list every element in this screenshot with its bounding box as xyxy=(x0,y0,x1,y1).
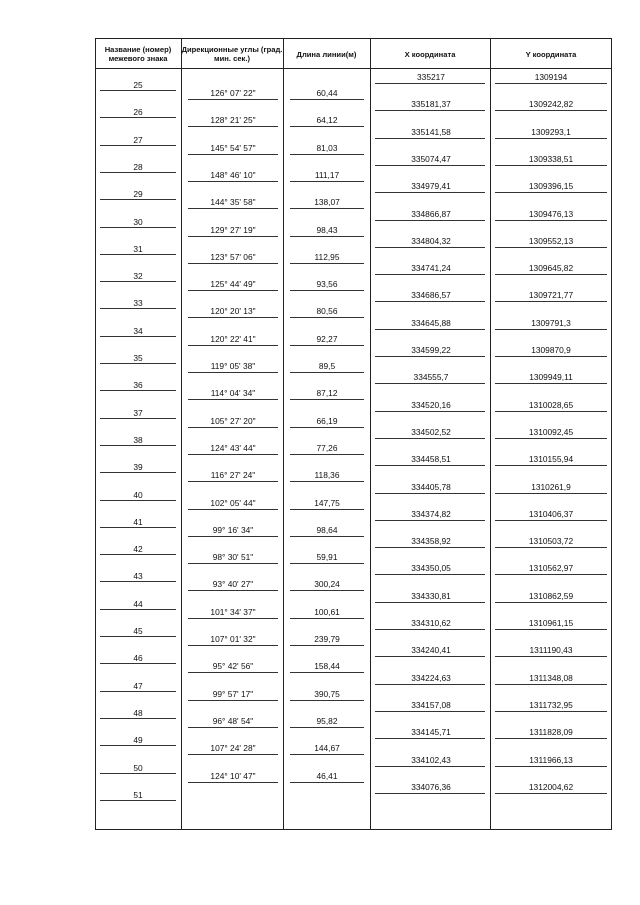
point-name: 37 xyxy=(133,407,143,418)
row-rule xyxy=(290,727,364,728)
row-rule xyxy=(188,454,278,455)
direction-angle: 116° 27' 24" xyxy=(210,470,256,481)
point-name: 26 xyxy=(133,107,143,118)
row-rule xyxy=(290,481,364,482)
point-name: 41 xyxy=(133,516,143,527)
y-coordinate: 1310155,94 xyxy=(528,454,574,465)
header-angle: Дирекционные углы (град. мин. сек.) xyxy=(181,45,283,63)
x-coordinate: 334350,05 xyxy=(411,563,451,574)
row-rule xyxy=(495,465,607,466)
row-rule xyxy=(100,445,176,446)
y-coordinate: 1310503,72 xyxy=(528,536,574,547)
x-coordinate: 335074,47 xyxy=(411,153,451,164)
line-length: 158,44 xyxy=(314,661,340,672)
point-name: 40 xyxy=(133,489,143,500)
point-name: 29 xyxy=(133,189,143,200)
direction-angle: 145° 54' 57" xyxy=(210,142,256,153)
row-rule xyxy=(290,509,364,510)
header-x: X координата xyxy=(404,49,456,59)
point-name: 51 xyxy=(133,789,143,800)
x-coordinate: 334102,43 xyxy=(411,754,451,765)
x-coordinate: 334804,32 xyxy=(411,235,451,246)
row-rule xyxy=(495,684,607,685)
row-rule xyxy=(495,656,607,657)
row-rule xyxy=(290,645,364,646)
row-rule xyxy=(375,793,485,794)
row-rule xyxy=(100,145,176,146)
row-rule xyxy=(375,465,485,466)
direction-angle: 105° 27' 20" xyxy=(210,415,256,426)
point-name: 25 xyxy=(133,80,143,90)
row-rule xyxy=(100,663,176,664)
x-coordinate: 334157,08 xyxy=(411,699,451,710)
line-length: 147,75 xyxy=(314,497,340,508)
row-rule xyxy=(495,766,607,767)
line-length: 112,95 xyxy=(314,251,340,262)
row-rule xyxy=(188,645,278,646)
line-length: 59,91 xyxy=(316,552,338,563)
y-coordinate: 1310028,65 xyxy=(528,399,574,410)
row-rule xyxy=(100,281,176,282)
y-coordinate: 1311190,43 xyxy=(529,645,573,656)
row-rule xyxy=(100,390,176,391)
row-rule xyxy=(188,481,278,482)
row-rule xyxy=(188,754,278,755)
direction-angle: 99° 16' 34" xyxy=(212,524,254,535)
direction-angle: 107° 01' 32" xyxy=(210,634,256,644)
row-rule xyxy=(290,372,364,373)
row-rule xyxy=(495,520,607,521)
x-coordinate: 334741,24 xyxy=(411,263,451,274)
row-rule xyxy=(290,236,364,237)
header-name: Название (номер) межевого знака xyxy=(104,45,172,63)
row-rule xyxy=(290,290,364,291)
line-length: 300,24 xyxy=(314,579,340,590)
direction-angle: 144° 35' 58" xyxy=(210,197,256,208)
row-rule xyxy=(188,99,278,100)
x-coordinate: 334555,7 xyxy=(413,372,449,383)
y-coordinate: 1309791,3 xyxy=(531,317,571,328)
row-rule xyxy=(188,727,278,728)
row-rule xyxy=(188,399,278,400)
row-rule xyxy=(188,317,278,318)
row-rule xyxy=(100,718,176,719)
row-rule xyxy=(188,618,278,619)
x-coordinate: 334866,87 xyxy=(411,208,451,219)
row-rule xyxy=(100,800,176,801)
row-rule xyxy=(375,138,485,139)
x-coordinate: 334405,78 xyxy=(411,481,451,492)
point-name: 45 xyxy=(133,626,143,636)
row-rule xyxy=(290,399,364,400)
point-name: 42 xyxy=(133,544,143,555)
point-name: 44 xyxy=(133,598,143,609)
row-rule xyxy=(188,236,278,237)
row-rule xyxy=(100,199,176,200)
y-coordinate: 1309949,11 xyxy=(529,372,573,383)
row-rule xyxy=(188,263,278,264)
column-divider xyxy=(370,38,371,830)
row-rule xyxy=(188,181,278,182)
row-rule xyxy=(375,220,485,221)
line-length: 144,67 xyxy=(314,743,340,754)
row-rule xyxy=(375,83,485,84)
row-rule xyxy=(290,536,364,537)
line-length: 239,79 xyxy=(314,634,340,644)
y-coordinate: 1312004,62 xyxy=(528,781,574,792)
line-length: 80,56 xyxy=(316,306,338,317)
direction-angle: 98° 30' 51" xyxy=(212,552,254,563)
row-rule xyxy=(100,363,176,364)
row-rule xyxy=(495,383,607,384)
line-length: 81,03 xyxy=(316,142,338,153)
row-rule xyxy=(290,427,364,428)
x-coordinate: 334502,52 xyxy=(411,426,451,437)
row-rule xyxy=(375,656,485,657)
line-length: 93,56 xyxy=(316,279,338,290)
row-rule xyxy=(100,581,176,582)
line-length: 98,43 xyxy=(316,224,338,235)
point-name: 47 xyxy=(133,680,143,691)
header-divider xyxy=(95,68,612,69)
row-rule xyxy=(375,356,485,357)
x-coordinate: 335181,37 xyxy=(411,99,451,110)
row-rule xyxy=(495,629,607,630)
x-coordinate: 334330,81 xyxy=(411,590,451,601)
x-coordinate: 334374,82 xyxy=(411,508,451,519)
direction-angle: 128° 21' 25" xyxy=(210,115,256,126)
point-name: 35 xyxy=(133,353,143,363)
direction-angle: 124° 10' 47" xyxy=(210,770,256,781)
row-rule xyxy=(495,793,607,794)
row-rule xyxy=(495,220,607,221)
x-coordinate: 334686,57 xyxy=(411,290,451,301)
header-length: Длина линии(м) xyxy=(296,49,357,59)
line-length: 64,12 xyxy=(316,115,338,126)
row-rule xyxy=(290,181,364,182)
y-coordinate: 1310562,97 xyxy=(528,563,574,574)
line-length: 89,5 xyxy=(318,361,336,371)
line-length: 95,82 xyxy=(316,715,338,726)
row-rule xyxy=(188,372,278,373)
x-coordinate: 334458,51 xyxy=(411,454,451,465)
direction-angle: 120° 20' 13" xyxy=(210,306,256,317)
row-rule xyxy=(375,738,485,739)
y-coordinate: 1311732,95 xyxy=(529,699,573,710)
row-rule xyxy=(188,509,278,510)
y-coordinate: 1311348,08 xyxy=(529,672,573,683)
row-rule xyxy=(495,711,607,712)
row-rule xyxy=(100,609,176,610)
x-coordinate: 334599,22 xyxy=(411,345,451,355)
direction-angle: 125° 44' 49" xyxy=(210,279,256,290)
row-rule xyxy=(100,554,176,555)
row-rule xyxy=(375,438,485,439)
row-rule xyxy=(375,192,485,193)
row-rule xyxy=(495,83,607,84)
point-name: 36 xyxy=(133,380,143,391)
row-rule xyxy=(100,90,176,91)
y-coordinate: 1311828,09 xyxy=(529,727,573,738)
point-name: 48 xyxy=(133,707,143,718)
row-rule xyxy=(100,336,176,337)
direction-angle: 101° 34' 37" xyxy=(210,606,256,617)
row-rule xyxy=(290,99,364,100)
row-rule xyxy=(290,618,364,619)
x-coordinate: 334979,41 xyxy=(411,181,451,192)
direction-angle: 99° 57' 17" xyxy=(212,688,254,699)
row-rule xyxy=(100,472,176,473)
row-rule xyxy=(375,602,485,603)
line-length: 46,41 xyxy=(316,770,338,781)
direction-angle: 148° 46' 10" xyxy=(210,169,256,180)
row-rule xyxy=(495,438,607,439)
line-length: 98,64 xyxy=(316,524,338,535)
row-rule xyxy=(375,329,485,330)
row-rule xyxy=(100,418,176,419)
row-rule xyxy=(290,563,364,564)
line-length: 390,75 xyxy=(314,688,340,699)
row-rule xyxy=(495,602,607,603)
direction-angle: 126° 07' 22" xyxy=(210,88,256,98)
point-name: 46 xyxy=(133,653,143,664)
direction-angle: 107° 24' 28" xyxy=(210,743,256,754)
row-rule xyxy=(100,254,176,255)
point-name: 30 xyxy=(133,216,143,227)
row-rule xyxy=(188,154,278,155)
row-rule xyxy=(495,411,607,412)
row-rule xyxy=(495,274,607,275)
row-rule xyxy=(100,773,176,774)
point-name: 28 xyxy=(133,161,143,172)
direction-angle: 114° 04' 34" xyxy=(210,388,256,399)
row-rule xyxy=(290,782,364,783)
column-divider xyxy=(181,38,182,830)
line-length: 118,36 xyxy=(314,470,340,481)
row-rule xyxy=(188,700,278,701)
row-rule xyxy=(495,356,607,357)
row-rule xyxy=(188,536,278,537)
direction-angle: 124° 43' 44" xyxy=(210,442,256,453)
x-coordinate: 334358,92 xyxy=(411,536,451,547)
row-rule xyxy=(290,345,364,346)
line-length: 77,26 xyxy=(316,442,338,453)
row-rule xyxy=(100,500,176,501)
direction-angle: 95° 42' 56" xyxy=(212,661,254,672)
row-rule xyxy=(100,227,176,228)
y-coordinate: 1310261,9 xyxy=(531,481,571,492)
y-coordinate: 1309194 xyxy=(534,72,568,82)
row-rule xyxy=(100,636,176,637)
row-rule xyxy=(375,520,485,521)
row-rule xyxy=(290,754,364,755)
point-name: 32 xyxy=(133,271,143,282)
x-coordinate: 334645,88 xyxy=(411,317,451,328)
row-rule xyxy=(495,738,607,739)
row-rule xyxy=(290,317,364,318)
row-rule xyxy=(495,110,607,111)
column-divider xyxy=(490,38,491,830)
y-coordinate: 1309396,15 xyxy=(528,181,574,192)
x-coordinate: 334076,36 xyxy=(411,781,451,792)
row-rule xyxy=(495,192,607,193)
row-rule xyxy=(495,247,607,248)
direction-angle: 123° 57' 06" xyxy=(210,251,256,262)
y-coordinate: 1309338,51 xyxy=(528,153,574,164)
row-rule xyxy=(375,247,485,248)
row-rule xyxy=(188,782,278,783)
line-length: 60,44 xyxy=(316,88,338,98)
row-rule xyxy=(495,165,607,166)
line-length: 87,12 xyxy=(316,388,338,399)
row-rule xyxy=(188,290,278,291)
y-coordinate: 1309645,82 xyxy=(528,263,574,274)
row-rule xyxy=(375,411,485,412)
row-rule xyxy=(290,454,364,455)
direction-angle: 96° 48' 54" xyxy=(212,715,254,726)
row-rule xyxy=(188,126,278,127)
header-y: Y координата xyxy=(525,49,577,59)
row-rule xyxy=(375,165,485,166)
row-rule xyxy=(188,208,278,209)
row-rule xyxy=(495,301,607,302)
y-coordinate: 1309242,82 xyxy=(528,99,574,110)
line-length: 66,19 xyxy=(316,415,338,426)
row-rule xyxy=(290,590,364,591)
point-name: 39 xyxy=(133,462,143,473)
row-rule xyxy=(290,126,364,127)
y-coordinate: 1310406,37 xyxy=(528,508,574,519)
x-coordinate: 334224,63 xyxy=(411,672,451,683)
row-rule xyxy=(495,138,607,139)
row-rule xyxy=(290,700,364,701)
y-coordinate: 1310862,59 xyxy=(528,590,574,601)
row-rule xyxy=(100,172,176,173)
row-rule xyxy=(495,547,607,548)
x-coordinate: 334520,16 xyxy=(411,399,451,410)
row-rule xyxy=(100,527,176,528)
direction-angle: 129° 27' 19" xyxy=(210,224,256,235)
x-coordinate: 334240,41 xyxy=(411,645,451,656)
y-coordinate: 1309552,13 xyxy=(528,235,574,246)
point-name: 27 xyxy=(133,134,143,145)
point-name: 50 xyxy=(133,762,143,773)
column-divider xyxy=(283,38,284,830)
row-rule xyxy=(375,383,485,384)
row-rule xyxy=(188,672,278,673)
row-rule xyxy=(100,117,176,118)
point-name: 31 xyxy=(133,243,143,254)
direction-angle: 93° 40' 27" xyxy=(212,579,254,590)
y-coordinate: 1309293,1 xyxy=(531,126,571,137)
x-coordinate: 335217 xyxy=(417,72,445,82)
point-name: 49 xyxy=(133,735,143,746)
direction-angle: 119° 05' 38" xyxy=(210,361,256,371)
y-coordinate: 1309721,77 xyxy=(528,290,574,301)
row-rule xyxy=(290,208,364,209)
row-rule xyxy=(495,329,607,330)
point-name: 38 xyxy=(133,434,143,445)
row-rule xyxy=(188,563,278,564)
row-rule xyxy=(188,345,278,346)
row-rule xyxy=(375,301,485,302)
point-name: 34 xyxy=(133,325,143,336)
row-rule xyxy=(375,629,485,630)
direction-angle: 120° 22' 41" xyxy=(210,333,256,344)
row-rule xyxy=(290,154,364,155)
y-coordinate: 1309870,9 xyxy=(531,345,571,355)
row-rule xyxy=(100,308,176,309)
row-rule xyxy=(375,574,485,575)
row-rule xyxy=(375,684,485,685)
x-coordinate: 335141,58 xyxy=(411,126,451,137)
row-rule xyxy=(290,672,364,673)
line-length: 100,61 xyxy=(314,606,340,617)
row-rule xyxy=(290,263,364,264)
line-length: 111,17 xyxy=(314,169,340,180)
row-rule xyxy=(375,493,485,494)
row-rule xyxy=(375,766,485,767)
line-length: 92,27 xyxy=(316,333,338,344)
y-coordinate: 1310961,15 xyxy=(528,618,574,628)
y-coordinate: 1310092,45 xyxy=(528,426,574,437)
y-coordinate: 1309476,13 xyxy=(528,208,574,219)
y-coordinate: 1311966,13 xyxy=(529,754,573,765)
x-coordinate: 334310,62 xyxy=(411,618,451,628)
row-rule xyxy=(100,745,176,746)
row-rule xyxy=(100,691,176,692)
row-rule xyxy=(188,427,278,428)
row-rule xyxy=(375,110,485,111)
point-name: 33 xyxy=(133,298,143,309)
x-coordinate: 334145,71 xyxy=(411,727,451,738)
row-rule xyxy=(495,574,607,575)
row-rule xyxy=(188,590,278,591)
point-name: 43 xyxy=(133,571,143,582)
row-rule xyxy=(375,547,485,548)
direction-angle: 102° 05' 44" xyxy=(210,497,256,508)
row-rule xyxy=(495,493,607,494)
row-rule xyxy=(375,274,485,275)
row-rule xyxy=(375,711,485,712)
line-length: 138,07 xyxy=(314,197,340,208)
